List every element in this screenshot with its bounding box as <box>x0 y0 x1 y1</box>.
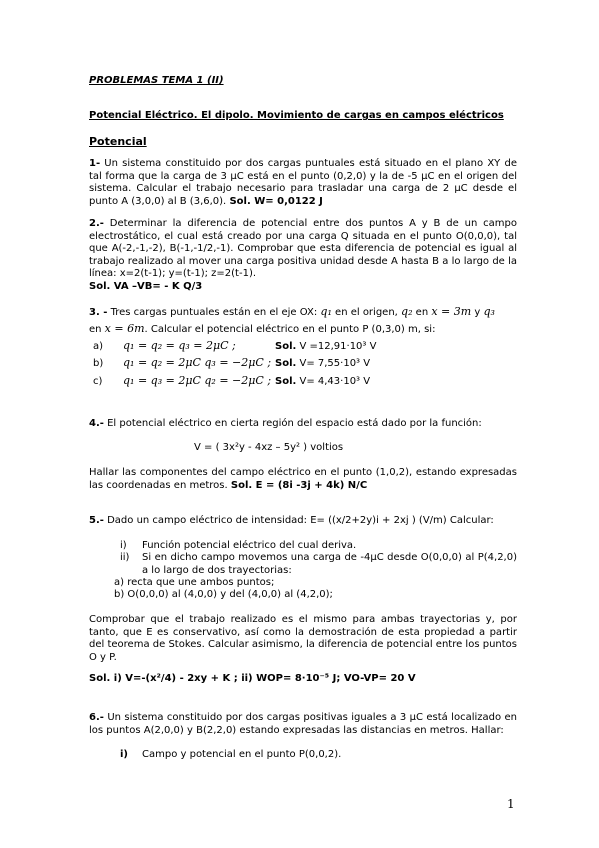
problem-3-text-f: . Calcular el potencial eléctrico en el punto P (0,3,0) m, si: <box>144 324 436 335</box>
item-sol-label: Sol. <box>275 376 297 387</box>
item-label: i) <box>120 540 127 551</box>
item-text: Campo y potencial en el punto P(0,0,2). <box>142 749 342 760</box>
problem-3-text-d: y <box>471 307 484 318</box>
problem-5-intro <box>89 515 494 526</box>
problem-5-question <box>89 614 517 664</box>
item-expression: q₁ = q₂ = 2μC q₃ = −2μC ; <box>123 356 272 369</box>
problem-1 <box>89 158 517 208</box>
item-expression: q₁ = q₂ = q₃ = 2μC ; <box>123 339 236 352</box>
x6m-expr: x = 6m <box>104 322 145 335</box>
item-label: i) <box>120 749 128 760</box>
problem-3-line-2 <box>89 322 435 335</box>
item-sol-value: V= 7,55·10³ V <box>296 358 371 369</box>
page-number: 1 <box>507 797 515 811</box>
problem-2 <box>89 218 517 294</box>
problem-5-number: 5.- <box>89 515 104 526</box>
document-subtitle: Potencial Eléctrico. El dipolo. Movimiento de cargas en campos eléctricos <box>89 110 504 121</box>
problem-6-item-i <box>120 749 341 760</box>
problem-3-line-1 <box>89 305 517 318</box>
problem-3-item-b <box>89 356 370 369</box>
problem-5-item-i <box>120 540 517 551</box>
problem-5-solution: Sol. i) V=-(x²/4) - 2xy + K ; ii) WOP= 8·10⁻⁵ J; VO-VP= 20 V <box>89 673 416 684</box>
problem-6-text: Un sistema constituido por dos cargas positivas iguales a 3 μC está localizado en los puntos A(2,0,0) y B(2,2,0) estando expresadas las distancias en metros. Hallar: <box>89 712 517 736</box>
problem-5-text-3: Comprobar que el trabajo realizado es el mismo para ambas trayectorias y, por tanto, que E es conservativo, así como la demostración de esta propiedad a partir del teorema de Stokes. Calcular asimismo, la diferencia de potencial entre los puntos O y P. <box>89 614 517 663</box>
problem-3-text-b: en el origen, <box>331 307 402 318</box>
item-sol-label: Sol. <box>275 358 297 369</box>
problem-6-number: 6.- <box>89 712 104 723</box>
problem-5-item-ii <box>120 552 517 577</box>
item-label: ii) <box>120 552 130 563</box>
item-label: a) <box>93 341 104 352</box>
problem-3-number: 3. - <box>89 307 108 318</box>
problem-3-text-a: Tres cargas puntuales están en el eje OX: <box>107 307 321 318</box>
item-label: c) <box>93 376 103 387</box>
problem-5-text: Dado un campo eléctrico de intensidad: E= ((x/2+2y)i + 2xj ) (V/m) Calcular: <box>103 515 494 526</box>
problem-3-text-c: en <box>412 307 432 318</box>
problem-4-intro <box>89 418 482 429</box>
problem-1-number: 1- <box>89 158 101 169</box>
problem-4-text: El potencial eléctrico en cierta región del espacio está dado por la función: <box>103 418 482 429</box>
q2-symbol: q₂ <box>401 305 413 318</box>
q1-symbol: q₁ <box>320 305 332 318</box>
item-text: Si en dicho campo movemos una carga de -4μC desde O(0,0,0) al P(4,2,0) a lo largo de dos trayectorias: <box>142 552 517 576</box>
problem-4-text-2: Hallar las componentes del campo eléctrico en el punto (1,0,2), estando expresadas las coordenadas en metros. <box>89 467 517 491</box>
x3m-expr: x = 3m <box>431 305 472 318</box>
problem-2-number: 2.- <box>89 218 104 229</box>
problem-3-item-c <box>89 374 370 387</box>
item-label: b) <box>93 358 104 369</box>
item-sol-value: V =12,91·10³ V <box>296 341 377 352</box>
document-title: PROBLEMAS TEMA 1 (II) <box>89 75 224 86</box>
problem-3-text-e: en <box>89 324 105 335</box>
problem-6 <box>89 712 517 737</box>
problem-2-solution: Sol. VA –VB= - K Q/3 <box>89 280 203 292</box>
problem-5-path-b: b) O(0,0,0) al (4,0,0) y del (4,0,0) al (4,2,0); <box>114 589 333 600</box>
item-expression: q₁ = q₃ = 2μC q₂ = −2μC ; <box>123 374 272 387</box>
problem-4-formula: V = ( 3x²y - 4xz – 5y² ) voltios <box>194 442 344 453</box>
problem-4-solution: Sol. E = (8i -3j + 4k) N/C <box>230 479 368 491</box>
section-heading: Potencial <box>89 135 147 148</box>
problem-4-question <box>89 467 517 492</box>
item-sol-label: Sol. <box>275 341 297 352</box>
problem-3-item-a <box>89 339 376 352</box>
problem-4-number: 4.- <box>89 418 104 429</box>
q3-symbol: q₃ <box>483 305 495 318</box>
problem-2-text: Determinar la diferencia de potencial entre dos puntos A y B de un campo electrostático, el cual está creado por una carga Q situada en el punto O(0,0,0), tal que A(-2,-1,-2), B(-1,-1/2,-1). Comprobar que esta diferencia de potencial es igual al trabajo realizado al mover una carga positiva unidad desde A hasta B a lo largo de la línea: x=2(t-1); y=(t-1); z=2(t-1). <box>89 218 517 280</box>
item-sol-value: V= 4,43·10³ V <box>296 376 371 387</box>
item-text: Función potencial eléctrico del cual deriva. <box>142 540 357 551</box>
problem-5-path-a: a) recta que une ambos puntos; <box>114 577 275 588</box>
problem-1-text: Un sistema constituido por dos cargas puntuales está situado en el plano XY de tal forma que la carga de 3 μC está en el punto (0,2,0) y la de -5 μC en el origen del sistema. Calcular el trabajo necesario para trasladar una carga de 2 μC desde el punto A (3,0,0) al B (3,6,0). <box>89 158 517 207</box>
problem-1-solution: Sol. W= 0,0122 J <box>229 195 323 207</box>
